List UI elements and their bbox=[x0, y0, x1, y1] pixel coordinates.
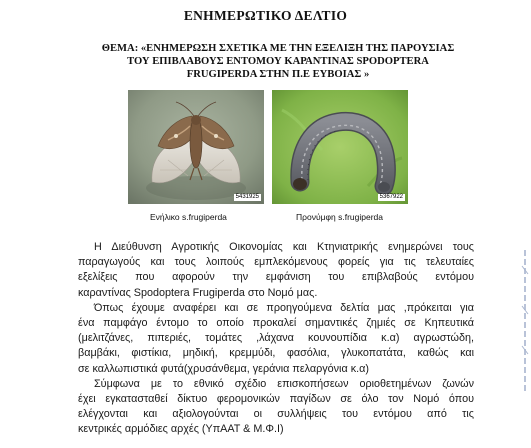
text-line: ένα παμφάγο έντομο το οποίο προκαλεί σημαντικές ζημιές σε Κηπευτικά bbox=[78, 317, 474, 330]
figure-caption: Ενήλικο s.frugiperda bbox=[150, 212, 227, 222]
text-line: παραγωγούς και τους λοιπούς εμπλεκόμενους φορείς για τις τελευταίες bbox=[78, 256, 474, 269]
paragraph bbox=[78, 301, 474, 377]
text-line: κεντρικές αρμόδιες αρχές (ΥπΑΑΤ & Μ.Φ.Ι) bbox=[78, 423, 284, 436]
margin-stamp-mark bbox=[519, 246, 531, 396]
larva-photo bbox=[272, 90, 408, 204]
paragraph bbox=[78, 240, 474, 301]
larva-illustration bbox=[272, 90, 408, 204]
text-line: εξελίξεις που αφορούν την εμφάνιση του επιβλαβούς εντόμου bbox=[78, 271, 474, 284]
text-line: σε καλλωπιστικά φυτά(χρυσάνθεμα, γεράνια πελαργόνια κ.α) bbox=[78, 362, 369, 375]
text-line: (μελιτζάνες, πιπεριές, τομάτες ,λάχανα κουνουπίδια κ.α) αγρωστώδη, bbox=[78, 332, 474, 345]
adult-moth-photo bbox=[128, 90, 264, 204]
text-line: ελέγχονται και αξιολογούνται οι συλλήψεις του εντόμου από τις bbox=[78, 408, 474, 421]
text-line: Σύμφωνα με το εθνικό σχέδιο επισκοπήσεων οριοθετημένων ζωνών bbox=[94, 377, 474, 390]
text-line: καραντίνας Spodoptera Frugiperda στο Νομό μας. bbox=[78, 286, 318, 299]
subject-line: ΤΟΥ ΕΠΙΒΛΑΒΟΥΣ ΕΝΤΟΜΟΥ ΚΑΡΑΝΤΙΝΑΣ SPODOPTERA bbox=[127, 56, 429, 67]
image-id-label: 5367922 bbox=[379, 194, 403, 200]
body-text bbox=[78, 240, 474, 438]
paragraph bbox=[78, 377, 474, 438]
text-line: Όπως έχουμε αναφέρει και σε προηγούμενα δελτία μας ,πρόκειται για bbox=[94, 301, 474, 314]
text-line: βαμβάκι, φιστίκια, μηδική, κρεμμύδι, φασόλια, γλυκοπατάτα, καθώς και bbox=[78, 347, 474, 360]
subject-line: FRUGIPERDA ΣΤΗΝ Π.Ε ΕΥΒΟΙΑΣ » bbox=[186, 69, 370, 80]
subject-line: ΘΕΜΑ: «ΕΝΗΜΕΡΩΣΗ ΣΧΕΤΙΚΑ ΜΕ ΤΗΝ ΕΞΕΛΙΞΗ ΤΗΣ ΠΑΡΟΥΣΙΑΣ bbox=[101, 43, 455, 54]
moth-illustration bbox=[128, 90, 264, 204]
image-id-label: 5431925 bbox=[235, 194, 259, 200]
text-line: Η Διεύθυνση Αγροτικής Οικονομίας και Κτηνιατρικής ενημερώνει τους bbox=[94, 241, 474, 253]
text-line: έχει εγκατασταθεί δίκτυο φερομονικών παγίδων σε όλο τον Νομό όπου bbox=[78, 393, 474, 406]
document-title: ΕΝΗΜΕΡΩΤΙΚΟ ΔΕΛΤΙΟ bbox=[183, 8, 348, 23]
subject-heading bbox=[78, 42, 478, 81]
figure-caption: Προνύμφη s.frugiperda bbox=[296, 212, 383, 222]
